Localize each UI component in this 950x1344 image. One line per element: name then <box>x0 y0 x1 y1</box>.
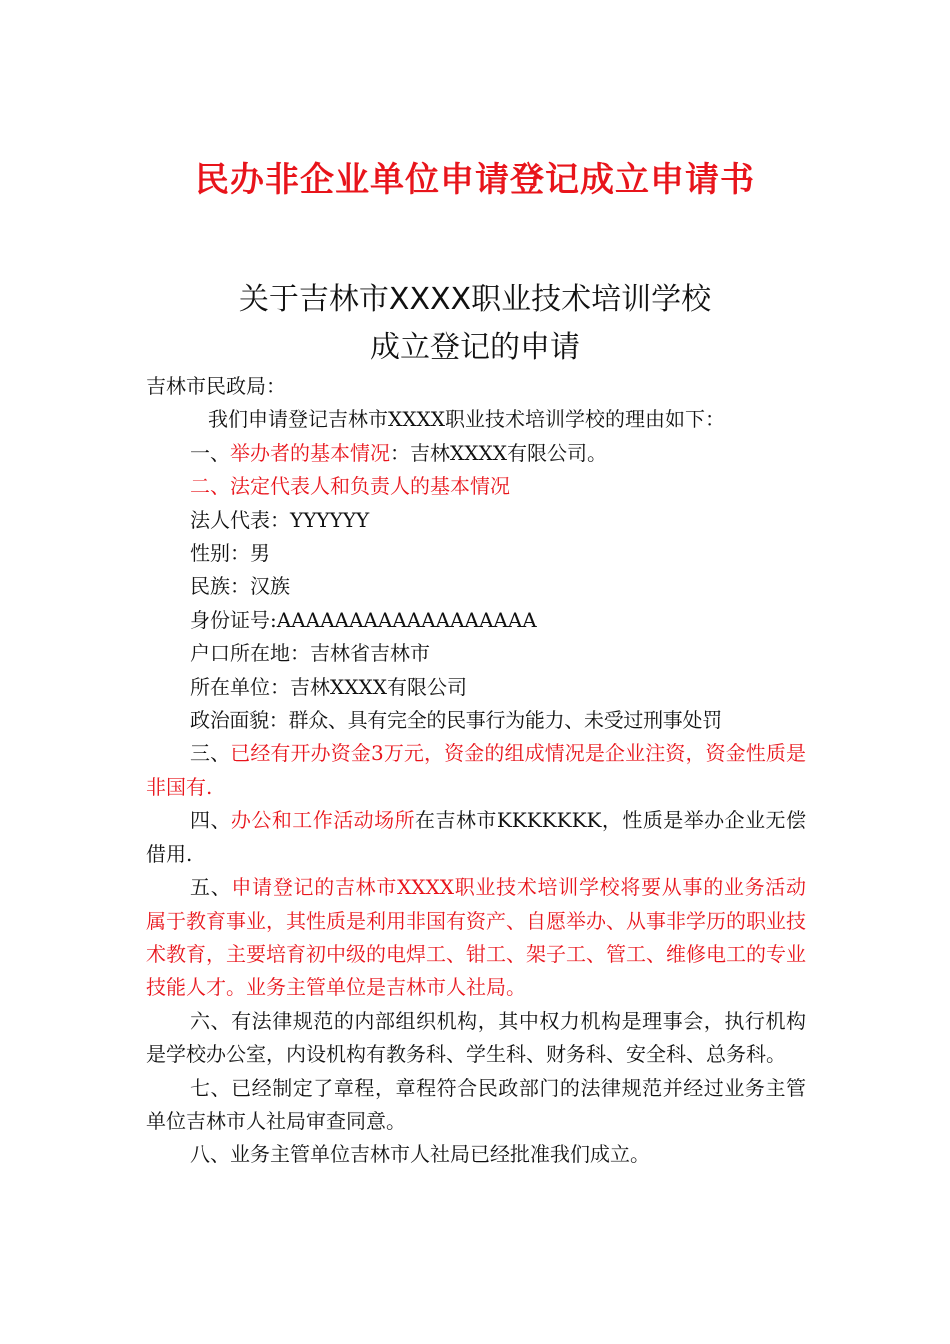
item-5 <box>146 871 806 1005</box>
field-id-number: 身份证号:AAAAAAAAAAAAAAAAAA <box>190 607 537 632</box>
item-3-number: 三、 <box>190 741 231 766</box>
item-5-text: 申请登记的吉林市XXXX职业技术培训学校将要从事的业务活动属于教育事业，其性质是利用非国有资产、自愿举办、从事非学历的职业技术教育，主要培育初中级的电焊工、钳工、架子工、管工、维修电工的专业技能人才。业务主管单位是吉林市人社局。 <box>146 875 807 1000</box>
application-body <box>146 370 806 1172</box>
item-3 <box>146 737 806 804</box>
field-employer: 所在单位：吉林XXXX有限公司 <box>190 674 467 699</box>
item-1-number: 一、 <box>190 440 230 465</box>
item-8: 八、业务主管单位吉林市人社局已经批准我们成立。 <box>190 1142 650 1167</box>
field-gender: 性别：男 <box>190 541 270 566</box>
item-4-label: 办公和工作活动场所 <box>230 808 416 833</box>
item-4-number: 四、 <box>190 808 231 833</box>
item-1 <box>146 437 806 470</box>
application-subtitle-line2: 成立登记的申请 <box>370 330 580 365</box>
item-4 <box>146 804 806 871</box>
field-ethnicity: 民族：汉族 <box>190 574 290 599</box>
field-legal-rep: 法人代表：YYYYYY <box>190 507 370 532</box>
field-political-status: 政治面貌：群众、具有完全的民事行为能力、未受过刑事处罚 <box>190 708 722 733</box>
intro-line: 我们申请登记吉林市XXXX职业技术培训学校的理由如下： <box>208 407 725 432</box>
field-residence: 户口所在地：吉林省吉林市 <box>190 641 430 666</box>
item-7: 七、已经制定了章程，章程符合民政部门的法律规范并经过业务主管单位吉林市人社局审查同意。 <box>146 1075 806 1133</box>
item-4-text: 在吉林市KKKKKKK，性质是举办企业无偿借用. <box>146 808 807 866</box>
recipient: 吉林市民政局： <box>146 374 286 398</box>
item-2-heading: 二、法定代表人和负责人的基本情况 <box>190 474 510 499</box>
application-subtitle-line1: 关于吉林市XXXX职业技术培训学校 <box>238 282 712 317</box>
item-5-number: 五、 <box>190 875 232 900</box>
document-title: 民办非企业单位申请登记成立申请书 <box>195 160 755 200</box>
item-1-label: 举办者的基本情况 <box>230 440 390 465</box>
item-3-text: 已经有开办资金3万元，资金的组成情况是企业注资，资金性质是非国有. <box>146 741 806 799</box>
item-6: 六、有法律规范的内部组织机构，其中权力机构是理事会，执行机构是学校办公室，内设机构有教务科、学生科、财务科、安全科、总务科。 <box>146 1008 806 1067</box>
item-1-text: ：吉林XXXX有限公司。 <box>390 440 607 465</box>
